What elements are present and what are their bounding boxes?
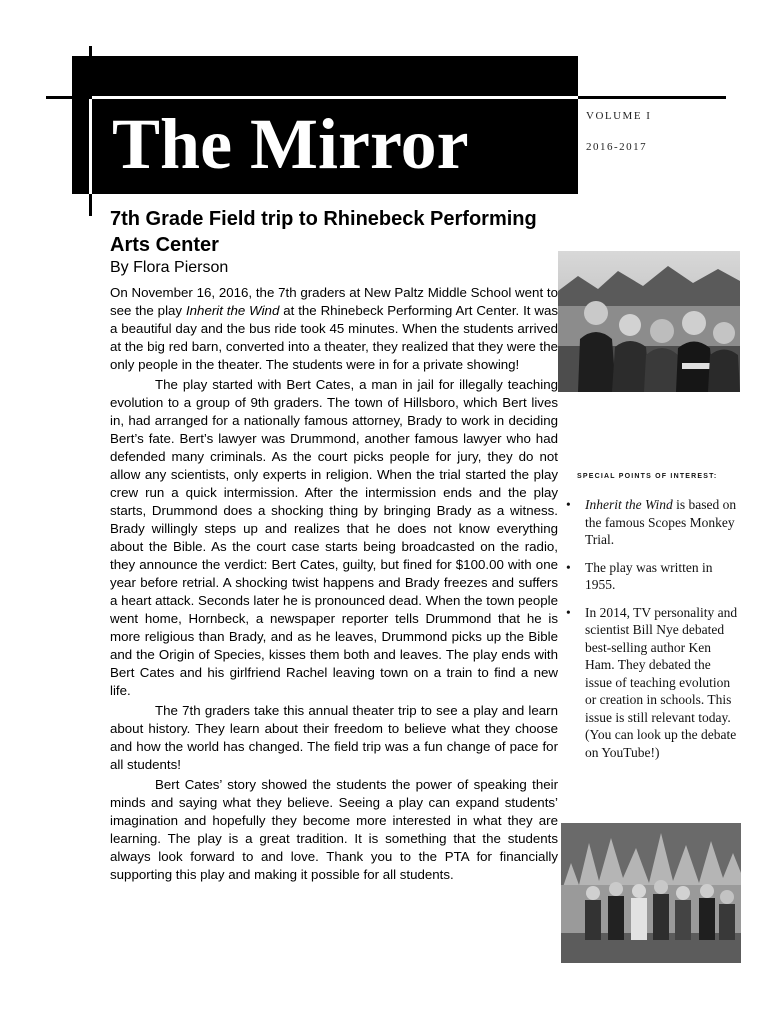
article-byline: By Flora Pierson [110, 259, 229, 276]
article-paragraph-3: The 7th graders take this annual theater trip to see a play and learn about history. They learn about their freedom to believe what they choose and how the world has changed. The field trip was a fun change of pace for all students! [110, 703, 558, 772]
list-item: • The play was written in 1955. [560, 559, 740, 594]
paragraph-text: at the Rhinebeck Performing Art Center. It was a beautiful day and the bus ride took 45 minutes. When the students arrived at the big red barn, converted into a theater, they realized that they were the only people in the theater. The students were in for a private showing! [110, 303, 558, 372]
play-title: Inherit the Wind [585, 497, 673, 512]
points-of-interest-list [560, 496, 740, 771]
year-label: 2016-2017 [586, 141, 648, 153]
paragraph-text: On November 16, 2016, the 7th graders at New Paltz Middle School went to see the play [110, 285, 558, 318]
newsletter-title: The Mirror [112, 104, 469, 184]
masthead-vertical-rule-inner [89, 99, 92, 194]
article-paragraph-2: The play started with Bert Cates, a man in jail for illegally teaching evolution to a group of 9th graders. The town of Hillsboro, which Bert lives in, had arranged for a nationally famous attorney, Brady to work in deciding Bert’s fate. Bert’s lawyer was Drummond, another famous lawyer who had defended many criminals. As the court picks people for jury, they do not allow any scientists, only experts in religion. When the trial started the play crew run a quick intermission. After the intermission ends and the play starts, Drummond does a shocking thing by bringing Brady as a witness. Brady willingly steps up and realizes that he does not know everything about the Bible. As the court case starts being broadcasted on the radio, they announce the verdict: Bert Cates, guilty, but fined for $100.00 with one year before retrial. A shocking twist happens and Brady freezes and suffers a heart attack. Seconds later he is pronounced dead. When the town people went home, Hornbeck, a newspaper reporter tells Drummond that he is more religious than Brady, and as he leaves, Drummond picks up the Bible and the Origin of Species, kisses them both and leaves. The play ends with Bert Cates and his girlfriend Rachel leaving town on a train to find a new life. [110, 377, 558, 698]
play-title: Inherit the Wind [185, 303, 280, 318]
students-outdoor-photo [561, 823, 741, 963]
sidebar-heading: SPECIAL POINTS OF INTEREST: [577, 473, 718, 480]
article-paragraph-4: Bert Cates’ story showed the students the power of speaking their minds and saying what they believe. Seeing a play can expand students’ imagination and hopefully they become more interested in what they are learning. The play is a great tradition. It is something that the students always look forward to and love. Thank you to the PTA for financially supporting this play and making it possible for all students. [110, 777, 558, 882]
students-group-photo-image [558, 251, 740, 392]
article-paragraph-1 [110, 284, 558, 374]
students-outdoor-photo-image [561, 823, 741, 963]
article-headline: 7th Grade Field trip to Rhinebeck Performing Arts Center [110, 208, 537, 256]
list-item [560, 496, 740, 549]
list-item-text: is based on the famous Scopes Monkey Trial. [585, 497, 737, 547]
masthead-horizontal-rule-inner [92, 96, 578, 99]
volume-label: VOLUME I [586, 110, 652, 122]
article-body [110, 284, 558, 884]
list-item: • In 2014, TV personality and scientist Bill Nye debated best-selling author Ken Ham. They debated the issue of teaching evolution or creation in schools. This issue is still relevant today. (You can look up the debate on YouTube!) [560, 604, 740, 762]
students-group-photo [558, 251, 740, 392]
